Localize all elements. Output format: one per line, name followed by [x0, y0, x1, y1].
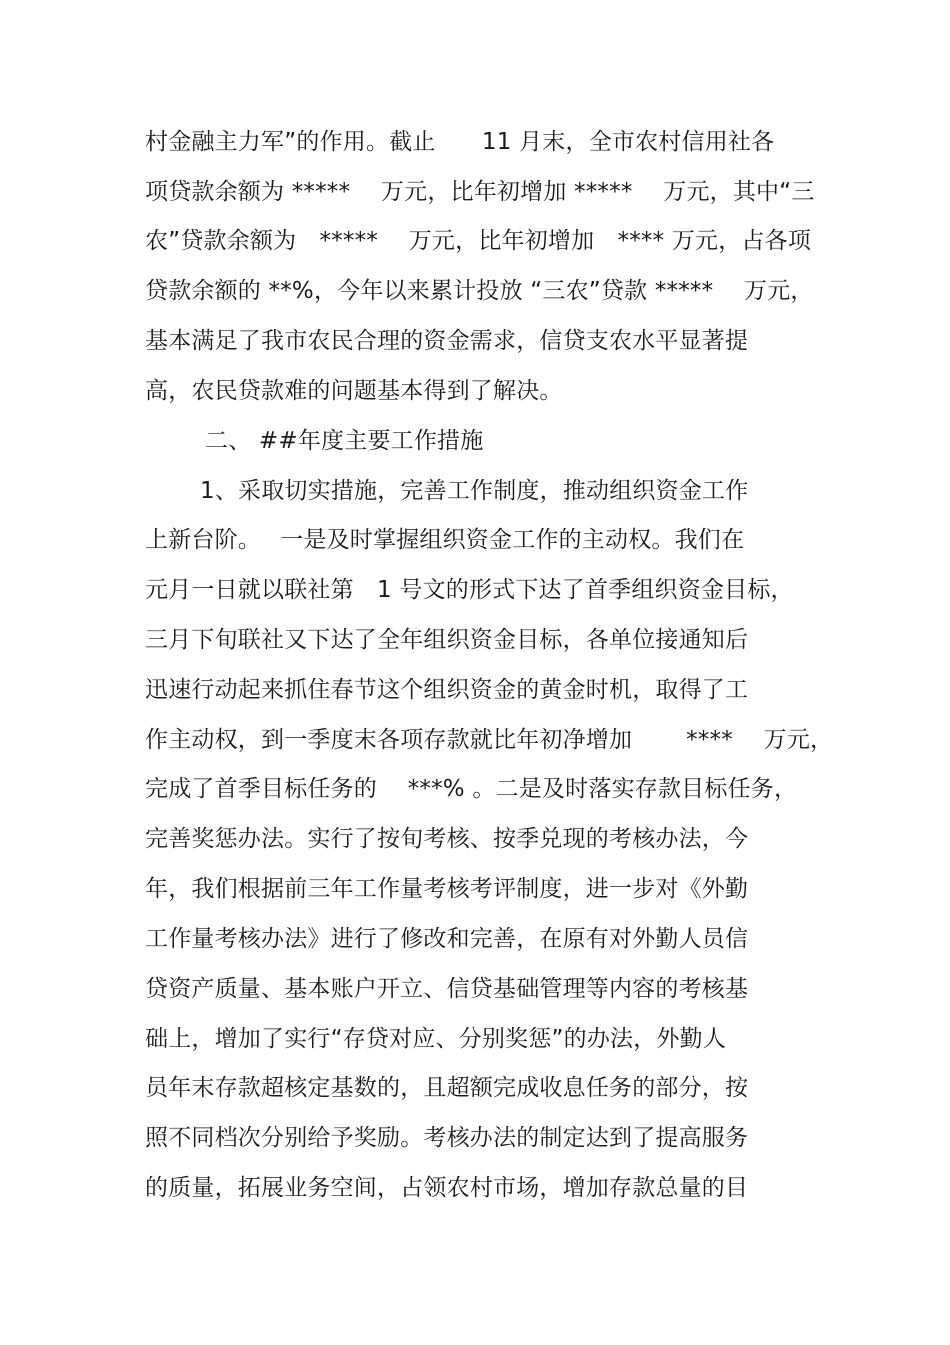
paragraph-line-14: 完成了首季目标任务的 ***% 。二是及时落实存款目标任务，: [145, 776, 798, 802]
paragraph-line-9: 上新台阶。 一是及时掌握组织资金工作的主动权。我们在: [145, 527, 745, 553]
paragraph-line-21: 照不同档次分别给予奖励。考核办法的制定达到了提高服务: [145, 1125, 749, 1151]
paragraph-line-5: 基本满足了我市农民合理的资金需求，信贷支农水平显著提: [145, 328, 749, 354]
paragraph-line-22: 的质量，拓展业务空间，占领农村市场，增加存款总量的目: [145, 1175, 749, 1201]
paragraph-line-18: 贷资产质量、基本账户开立、信贷基础管理等内容的考核基: [145, 976, 749, 1002]
paragraph-line-13: 作主动权，到一季度末各项存款就比年初净增加 **** 万元，: [145, 727, 834, 753]
paragraph-line-2: 项贷款余额为 ***** 万元，比年初增加 ***** 万元，其中“三: [145, 179, 815, 205]
paragraph-line-11: 三月下旬联社又下达了全年组织资金目标，各单位接通知后: [145, 627, 749, 653]
paragraph-line-15: 完善奖惩办法。实行了按旬考核、按季兑现的考核办法，今: [145, 826, 749, 852]
subsection-heading: 1、采取切实措施，完善工作制度，推动组织资金工作: [200, 478, 749, 504]
paragraph-line-4: 贷款余额的 **%，今年以来累计投放 “三农”贷款 ***** 万元，: [145, 278, 814, 304]
paragraph-line-16: 年，我们根据前三年工作量考核考评制度，进一步对《外勤: [145, 876, 749, 902]
paragraph-line-19: 础上，增加了实行“存贷对应、分别奖惩”的办法，外勤人: [145, 1026, 727, 1052]
paragraph-line-12: 迅速行动起来抓住春节这个组织资金的黄金时机，取得了工: [145, 677, 749, 703]
paragraph-line-10: 元月一日就以联社第 1 号文的形式下达了首季组织资金目标，: [145, 577, 794, 603]
paragraph-line-17: 工作量考核办法》进行了修改和完善，在原有对外勤人员信: [145, 926, 749, 952]
paragraph-line-20: 员年末存款超核定基数的，且超额完成收息任务的部分，按: [145, 1075, 749, 1101]
section-heading: 二、 ##年度主要工作措施: [205, 428, 484, 454]
paragraph-line-3: 农”贷款余额为 ***** 万元，比年初增加 **** 万元，占各项: [145, 228, 812, 254]
paragraph-line-6: 高，农民贷款难的问题基本得到了解决。: [145, 378, 563, 404]
paragraph-line-1: 村金融主力军”的作用。截止 11 月末，全市农村信用社各: [145, 129, 775, 155]
